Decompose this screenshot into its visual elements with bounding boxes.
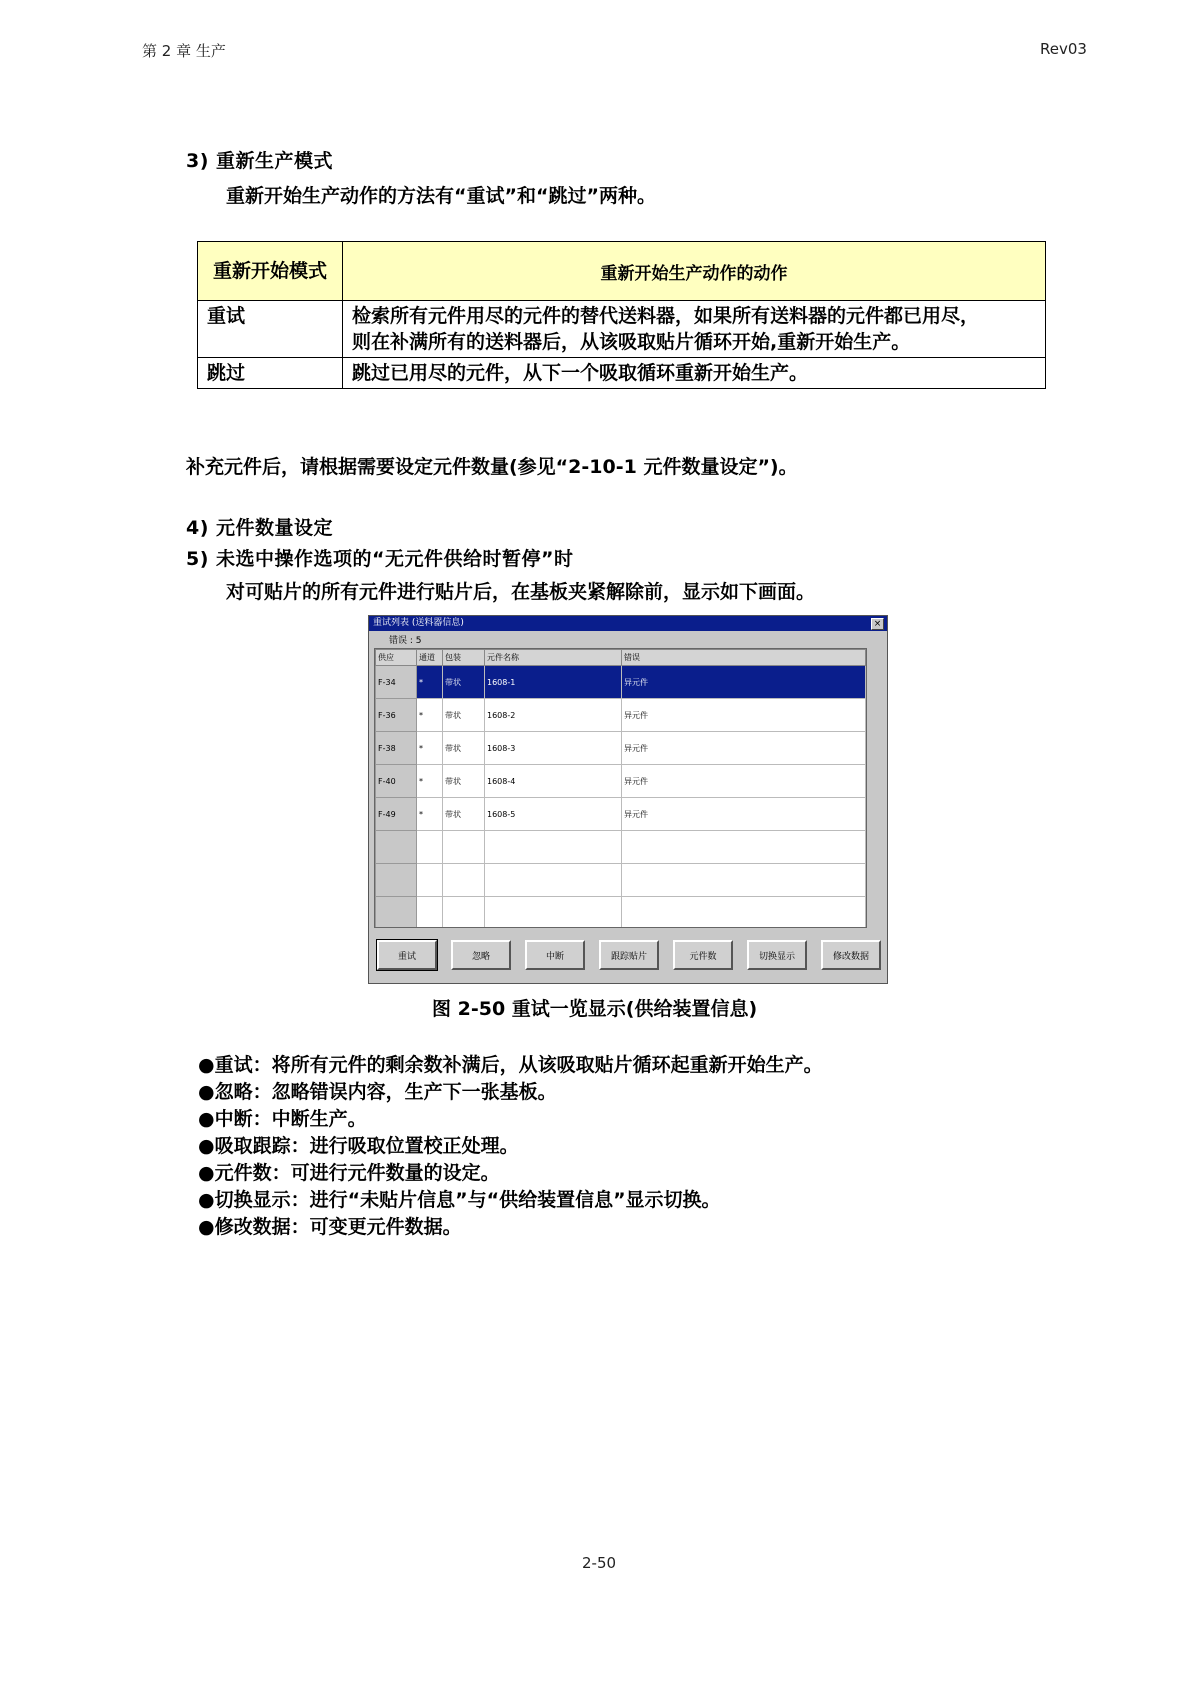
abort-button[interactable]: 中断 (525, 940, 585, 970)
cell-error: 异元件 (622, 765, 866, 798)
section-5-intro: 对可贴片的所有元件进行贴片后，在基板夹紧解除前，显示如下画面。 (226, 581, 816, 603)
list-item: ●吸取跟踪：进行吸取位置校正处理。 (198, 1135, 519, 1157)
dialog-titlebar (369, 616, 887, 631)
table-row (198, 358, 1046, 389)
list-item: ●忽略：忽略错误内容，生产下一张基板。 (198, 1081, 557, 1103)
action-col-header: 重新开始生产动作的动作 (343, 242, 1046, 301)
bullet-text: ：将所有元件的剩余数补满后，从该吸取贴片循环起重新开始生产。 (252, 1054, 823, 1076)
bullet-label: 切换显示 (214, 1189, 291, 1211)
pickup-tracking-button[interactable]: 跟踪贴片 (599, 940, 659, 970)
error-count: 错误 : 5 (389, 636, 422, 646)
cell-part-name: 1608-3 (485, 732, 622, 765)
cell-package: 带状 (443, 765, 485, 798)
mode-cell: 重试 (198, 301, 343, 358)
cell-supply: F-40 (376, 765, 417, 798)
cell-error: 异元件 (622, 699, 866, 732)
col-header-package: 包装 (443, 650, 485, 666)
retry-button[interactable]: 重试 (377, 940, 437, 970)
cell-supply: F-38 (376, 732, 417, 765)
bullet-label: 修改数据 (214, 1216, 291, 1238)
cell-error: 异元件 (622, 666, 866, 699)
action-cell: 跳过已用尽的元件，从下一个吸取循环重新开始生产。 (343, 358, 1046, 389)
bullet-text: ：忽略错误内容，生产下一张基板。 (252, 1081, 557, 1103)
part-count-button[interactable]: 元件数 (673, 940, 733, 970)
cell-lane: * (417, 666, 443, 699)
bullet-text: ：进行“未贴片信息”与“供给装置信息”显示切换。 (290, 1189, 721, 1211)
mode-col-header: 重新开始模式 (198, 242, 343, 301)
empty-row (376, 897, 866, 929)
section-5-title: 5) 未选中操作选项的“无元件供给时暂停”时 (186, 548, 574, 570)
table-row[interactable] (376, 765, 866, 798)
action-line: 检索所有元件用尽的元件的替代送料器，如果所有送料器的元件都已用尽， (352, 305, 980, 327)
cell-package: 带状 (443, 732, 485, 765)
table-row[interactable] (376, 699, 866, 732)
col-header-lane: 通道 (417, 650, 443, 666)
table-row (198, 301, 1046, 358)
section-3-intro: 重新开始生产动作的方法有“重试”和“跳过”两种。 (226, 185, 656, 207)
action-line: 则在补满所有的送料器后，从该吸取贴片循环开始,重新开始生产。 (352, 331, 911, 353)
table-row[interactable] (376, 798, 866, 831)
cell-lane: * (417, 765, 443, 798)
action-cell (343, 301, 1046, 358)
grid-header-row (376, 650, 866, 666)
button-description-list (198, 1052, 823, 1241)
switch-display-button[interactable]: 切换显示 (747, 940, 807, 970)
cell-part-name: 1608-5 (485, 798, 622, 831)
close-icon[interactable]: × (871, 618, 884, 630)
retry-list-dialog (368, 615, 888, 984)
empty-row (376, 831, 866, 864)
cell-package: 带状 (443, 666, 485, 699)
restart-mode-table (197, 241, 1046, 389)
ignore-button[interactable]: 忽略 (451, 940, 511, 970)
cell-error: 异元件 (622, 732, 866, 765)
bullet-label: 忽略 (214, 1081, 253, 1103)
list-item: ●修改数据：可变更元件数据。 (198, 1216, 462, 1238)
list-item: ●重试：将所有元件的剩余数补满后，从该吸取贴片循环起重新开始生产。 (198, 1054, 823, 1076)
bullet-text: ：可进行元件数量的设定。 (271, 1162, 500, 1184)
cell-supply: F-49 (376, 798, 417, 831)
cell-part-name: 1608-2 (485, 699, 622, 732)
retry-list-grid[interactable] (374, 648, 867, 928)
bullet-label: 重试 (214, 1054, 253, 1076)
section-3-title: 3) 重新生产模式 (186, 150, 334, 172)
cell-lane: * (417, 798, 443, 831)
chapter-header: 第 2 章 生产 (142, 42, 226, 60)
table-row[interactable] (376, 666, 866, 699)
dialog-title: 重试列表 (送料器信息) (373, 618, 464, 628)
table-row[interactable] (376, 732, 866, 765)
empty-row (376, 864, 866, 897)
bullet-text: ：中断生产。 (252, 1108, 367, 1130)
col-header-error: 错误 (622, 650, 866, 666)
cell-lane: * (417, 699, 443, 732)
cell-part-name: 1608-1 (485, 666, 622, 699)
bullet-label: 中断 (214, 1108, 253, 1130)
supplement-note: 补充元件后，请根据需要设定元件数量(参见“2-10-1 元件数量设定”)。 (186, 456, 798, 478)
figure-caption: 图 2-50 重试一览显示(供给装置信息) (432, 998, 758, 1020)
section-4-title: 4) 元件数量设定 (186, 517, 334, 539)
mode-cell: 跳过 (198, 358, 343, 389)
dialog-button-bar (374, 936, 879, 976)
cell-error: 异元件 (622, 798, 866, 831)
bullet-label: 元件数 (214, 1162, 272, 1184)
col-header-supply: 供应 (376, 650, 417, 666)
cell-package: 带状 (443, 798, 485, 831)
revision-label: Rev03 (1040, 40, 1087, 58)
cell-part-name: 1608-4 (485, 765, 622, 798)
modify-data-button[interactable]: 修改数据 (821, 940, 881, 970)
page-number: 2-50 (582, 1554, 617, 1572)
list-item: ●元件数：可进行元件数量的设定。 (198, 1162, 500, 1184)
cell-supply: F-34 (376, 666, 417, 699)
bullet-label: 吸取跟踪 (214, 1135, 291, 1157)
list-item: ●切换显示：进行“未贴片信息”与“供给装置信息”显示切换。 (198, 1189, 721, 1211)
list-item: ●中断：中断生产。 (198, 1108, 367, 1130)
col-header-part-name: 元件名称 (485, 650, 622, 666)
bullet-text: ：进行吸取位置校正处理。 (290, 1135, 519, 1157)
cell-package: 带状 (443, 699, 485, 732)
bullet-text: ：可变更元件数据。 (290, 1216, 462, 1238)
cell-lane: * (417, 732, 443, 765)
cell-supply: F-36 (376, 699, 417, 732)
